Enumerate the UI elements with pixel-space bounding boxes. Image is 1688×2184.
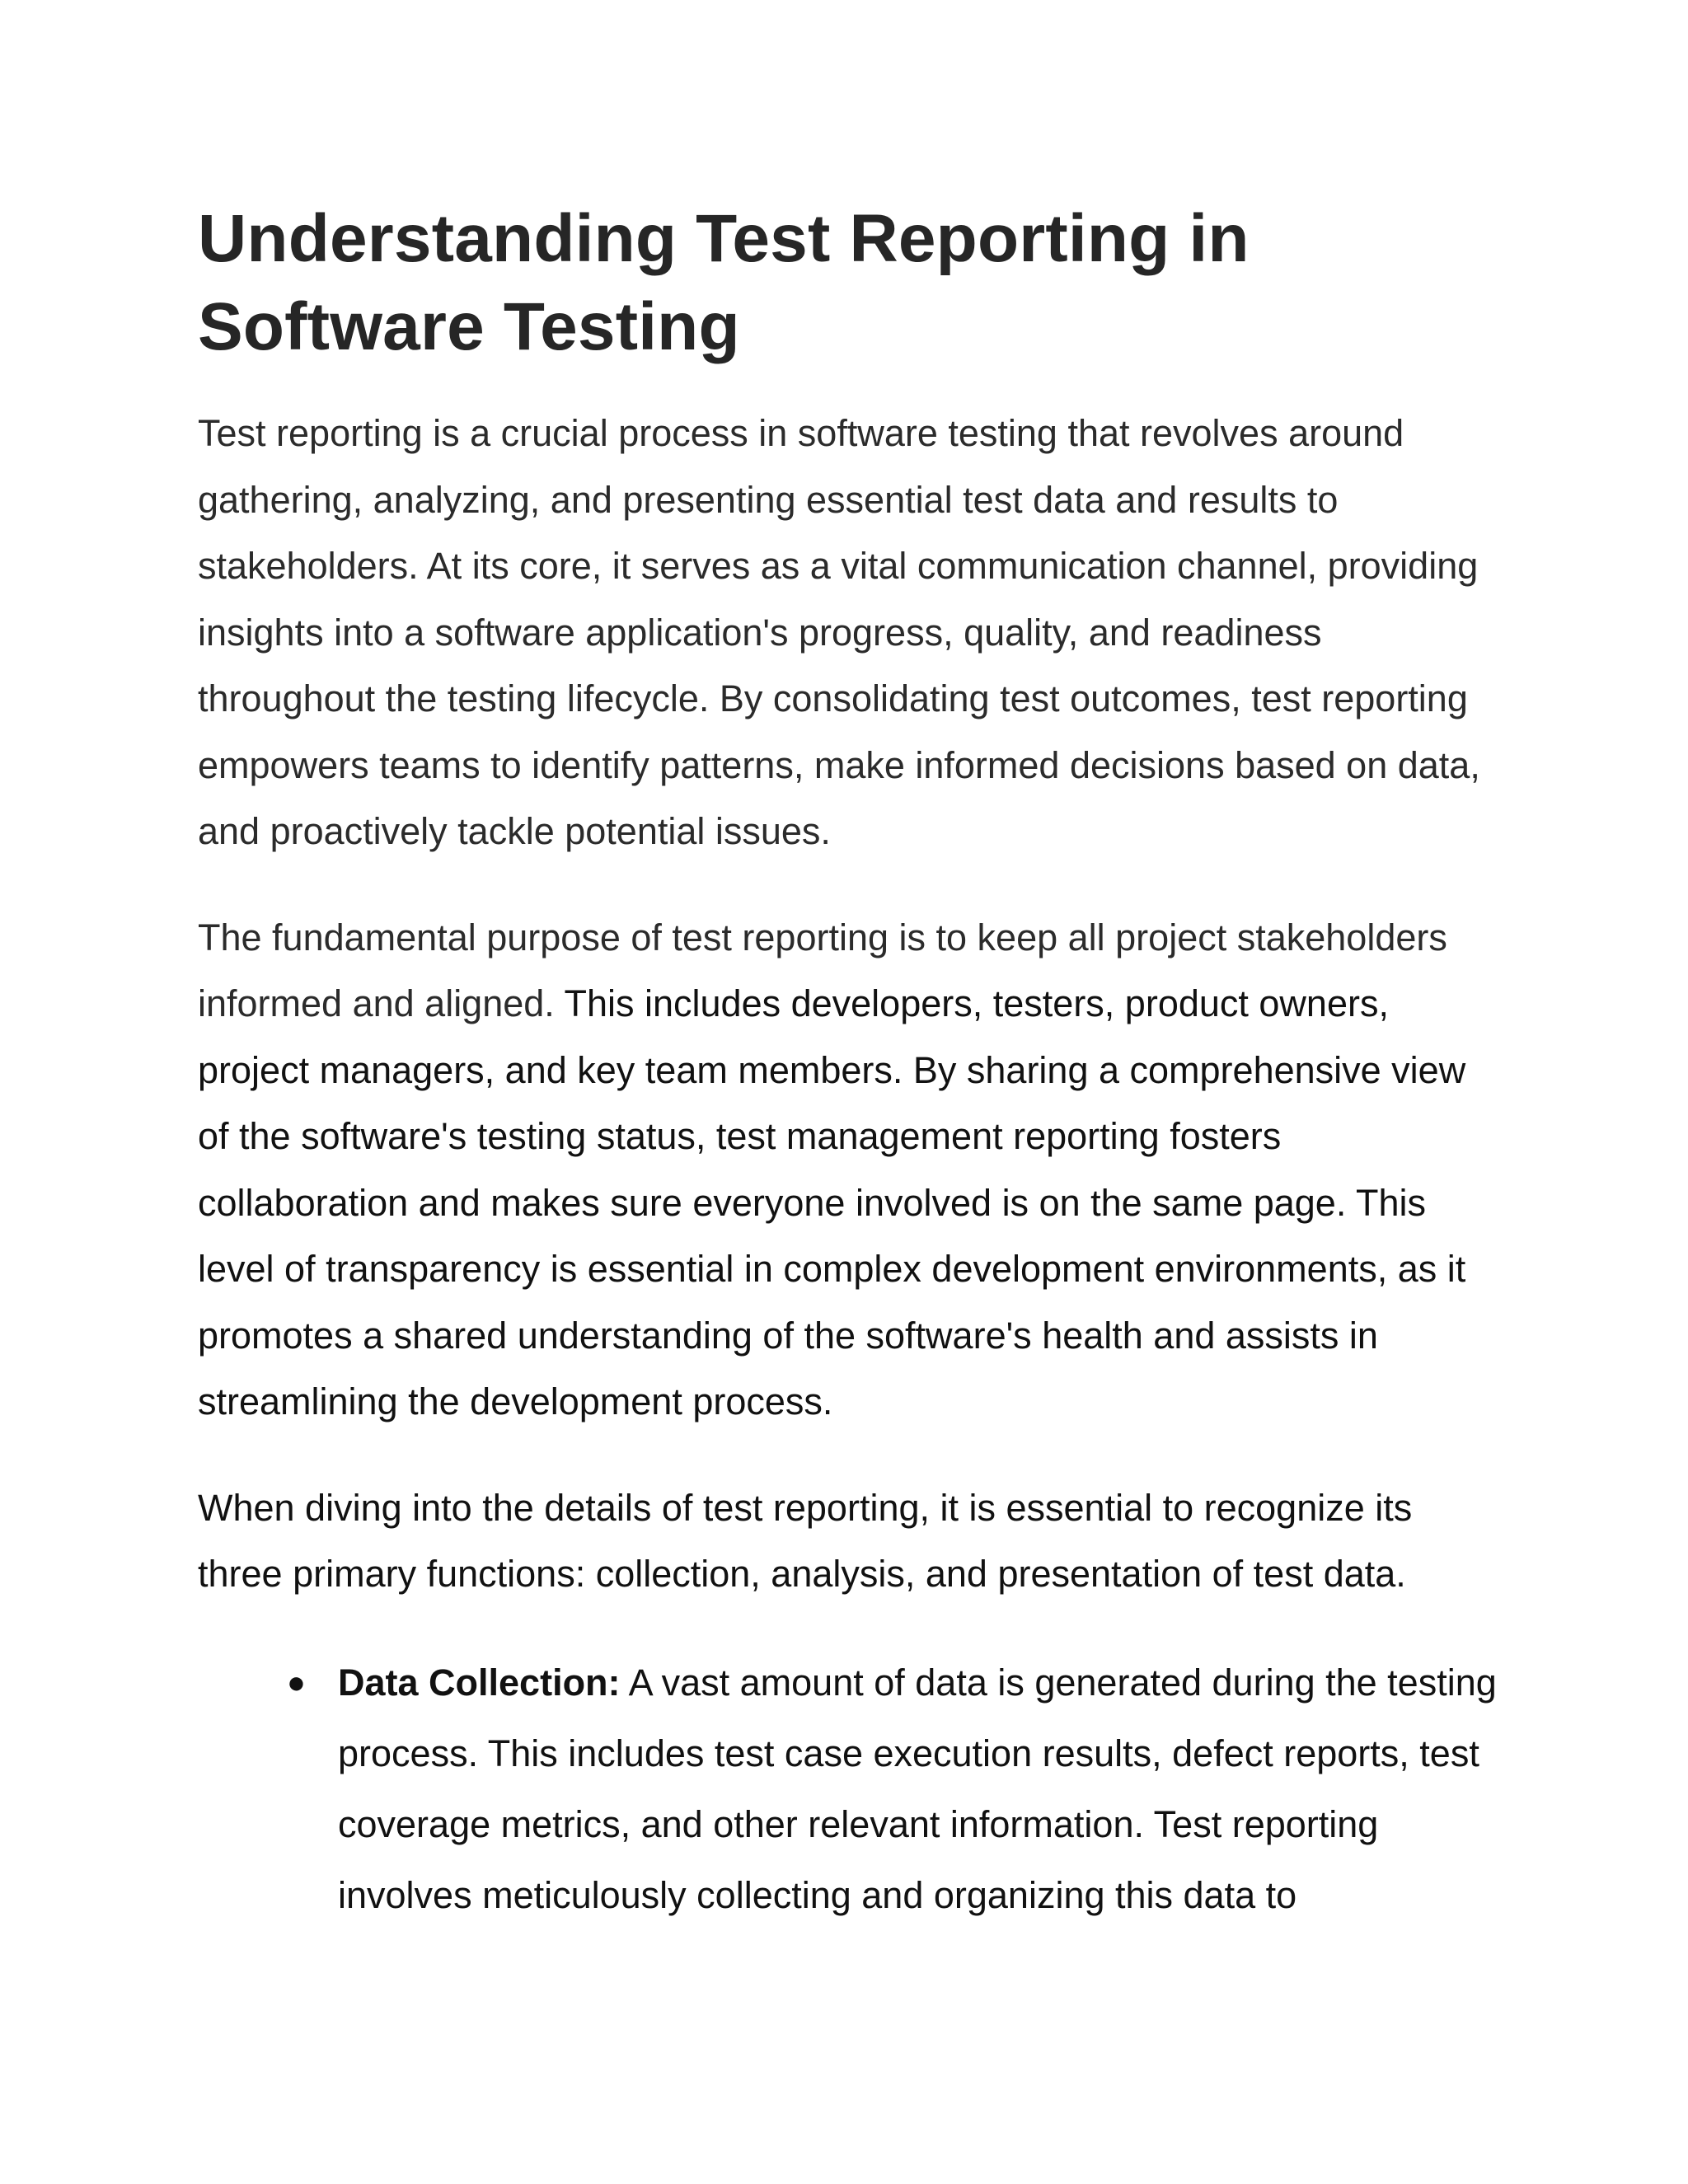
list-item-text: A vast amount of data is generated during the testing process. This includes test case execution results, defect reports, test coverage metrics, and other relevant information. Test reporting involves meticulously collecting and organizing this data to: [338, 1661, 1497, 1916]
document-body: [198, 194, 1500, 1931]
functions-list: [198, 1647, 1500, 1931]
purpose-paragraph-rest: This includes developers, testers, product owners, project managers, and key team members. By sharing a comprehensive view of the software's testing status, test management reporting fosters collaboration and makes sure everyone involved is on the same page. This level of transparency is essential in complex development environments, as it promotes a shared understanding of the software's health and assists in streamlining the development process.: [198, 982, 1466, 1422]
intro-paragraph: Test reporting is a crucial process in software testing that revolves around gathering, analyzing, and presenting essential test data and results to stakeholders. At its core, it serves as a vital communication channel, providing insights into a software application's progress, quality, and readiness throughout the testing lifecycle. By consolidating test outcomes, test reporting empowers teams to identify patterns, make informed decisions based on data, and proactively tackle potential issues.: [198, 412, 1480, 852]
bullet-icon: ●: [287, 1665, 306, 1700]
purpose-paragraph: [198, 905, 1500, 1436]
list-item-term: Data Collection:: [338, 1661, 621, 1704]
purpose-paragraph-lead: The fundamental purpose of test reporting is to keep all project stakeholders informed and aligned.: [198, 916, 1447, 1024]
functions-paragraph: When diving into the details of test reporting, it is essential to recognize its three primary functions: collection, analysis, and presentation of test data.: [198, 1486, 1413, 1595]
document-title: Understanding Test Reporting in Software Testing: [198, 201, 1250, 364]
list-item: [198, 1647, 1500, 1931]
